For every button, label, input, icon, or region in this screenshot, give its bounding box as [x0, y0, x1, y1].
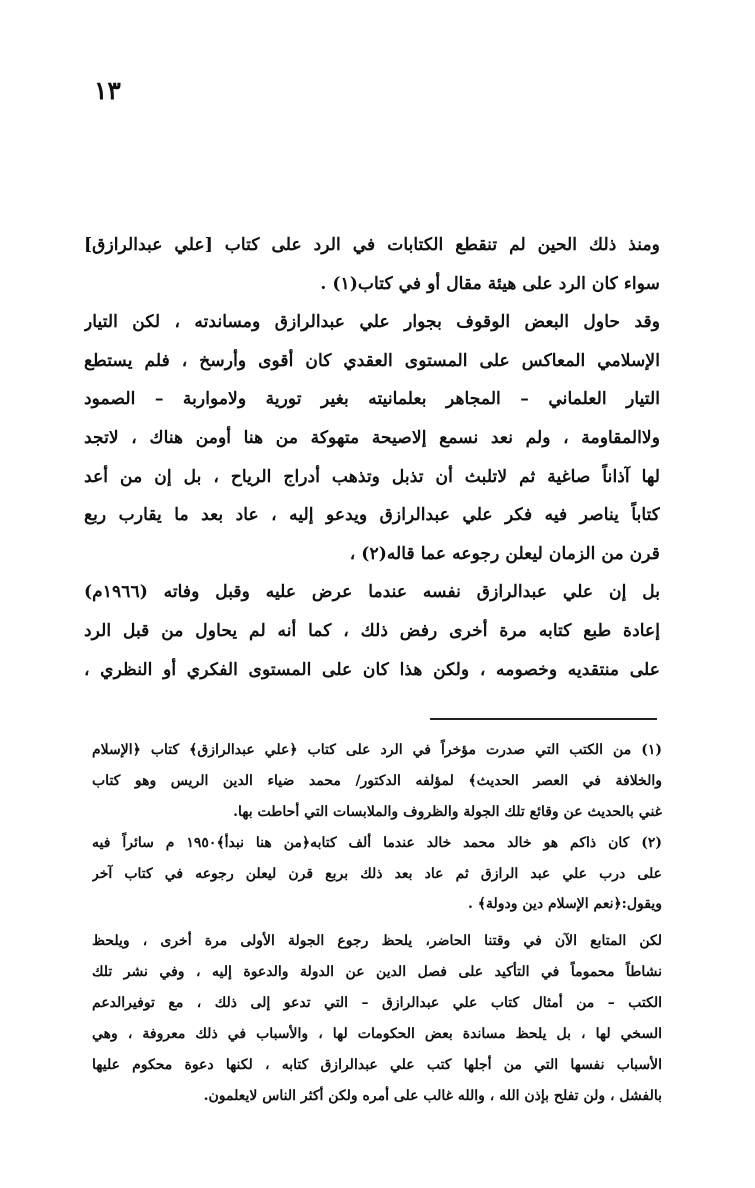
footnote-line: نشاطاً محموماً في التأكيد على فصل الدين عن الدولة والدعوة إليه ، وفي نشر تلك: [92, 964, 662, 981]
page-number: ١٣: [94, 76, 121, 105]
footnote-line: غني بالحديث عن وقائع تلك الجولة والظروف والملابسات التي أحاطت بها.: [233, 803, 662, 820]
text-line: وقد حاول البعض الوقوف بجوار علي عبدالرازق ومساندته ، لكن التيار: [84, 312, 660, 333]
text-line: إعادة طبع كتابه مرة أخرى رفض ذلك ، كما أنه لم يحاول من قبل الرد: [84, 620, 660, 641]
footnote-line: بالفشل ، ولن تفلح بإذن الله ، والله غالب على أمره ولكن أكثر الناس لايعلمون.: [203, 1087, 662, 1104]
text-line: على منتقديه وخصومه ، ولكن هذا كان على المستوى الفكري أو النظري ،: [84, 659, 660, 680]
footnote-line: على درب علي عبد الرازق ثم عاد بعد ذلك بربع قرن ليعلن رجوعه في كتاب آخر: [92, 865, 662, 882]
text-line: التيار العلماني – المجاهر بعلمانيته بغير تورية ولامواربة – الصمود: [84, 389, 660, 410]
footnote-line: (١) من الكتب التي صدرت مؤخراً في الرد على كتاب ﴿علي عبدالرازق﴾ كتاب ﴿الإسلام: [92, 742, 662, 758]
footnote-line: (٢) كان ذاكم هو خالد محمد خالد عندما ألف كتابه﴿من هنا نبدأ﴾١٩٥٠ م سائراً فيه: [92, 834, 662, 851]
text-line: بل إن علي عبدالرازق نفسه عندما عرض عليه وقبل وفاته (١٩٦٦م): [84, 582, 660, 603]
text-line: كتاباً يناصر فيه فكر علي عبدالرازق ويدعو إليه ، عاد بعد ما يقارب ربع: [84, 505, 660, 526]
footnote-line: والخلافة في العصر الحديث﴾ لمؤلفه الدكتور/ محمد ضياء الدين الريس وهو كتاب: [92, 772, 662, 789]
text-line: لها آذاناً صاغية ثم لاتلبث أن تذبل وتذهب أدراج الرياح ، بل إن من أعد: [84, 466, 660, 487]
footnote-line: لكن المتابع الآن في وقتنا الحاضر، يلحظ رجوع الجولة الأولى مرة أخرى ، ويلحظ: [92, 933, 662, 950]
footnote-line: الكتب – من أمثال كتاب علي عبدالرازق – التي تدعو إلى ذلك ، مع توفيرالدعم: [92, 995, 662, 1012]
footnote-separator: [430, 718, 657, 720]
main-text: [84, 226, 660, 689]
text-line: سواء كان الرد على هيئة مقال أو في كتاب(١) .: [320, 273, 660, 294]
text-line: قرن من الزمان ليعلن رجوعه عما قاله(٢) ،: [349, 543, 660, 564]
footnote-line: الأسباب نفسها التي من أجلها كتب علي عبدالرازق كتابه ، لكنها دعوة محكوم عليها: [92, 1056, 662, 1073]
text-line: ولاالمقاومة ، ولم نعد نسمع إلاصيحة متهوكة من هنا أومن هناك ، لاتجد: [84, 427, 660, 448]
text-line: ومنذ ذلك الحين لم تنقطع الكتابات في الرد على كتاب [علي عبدالرازق]: [84, 235, 660, 255]
footnotes: [92, 735, 662, 1112]
footnote-line: ويقول:﴿نعم الإسلام دين ودولة﴾ .: [468, 896, 662, 913]
footnote-line: السخي لها ، بل يلحظ مساندة بعض الحكومات لها ، والأسباب في ذلك معروفة ، وهي: [92, 1026, 662, 1043]
text-line: الإسلامي المعاكس على المستوى العقدي كان أقوى وأرسخ ، فلم يستطع: [84, 350, 660, 371]
